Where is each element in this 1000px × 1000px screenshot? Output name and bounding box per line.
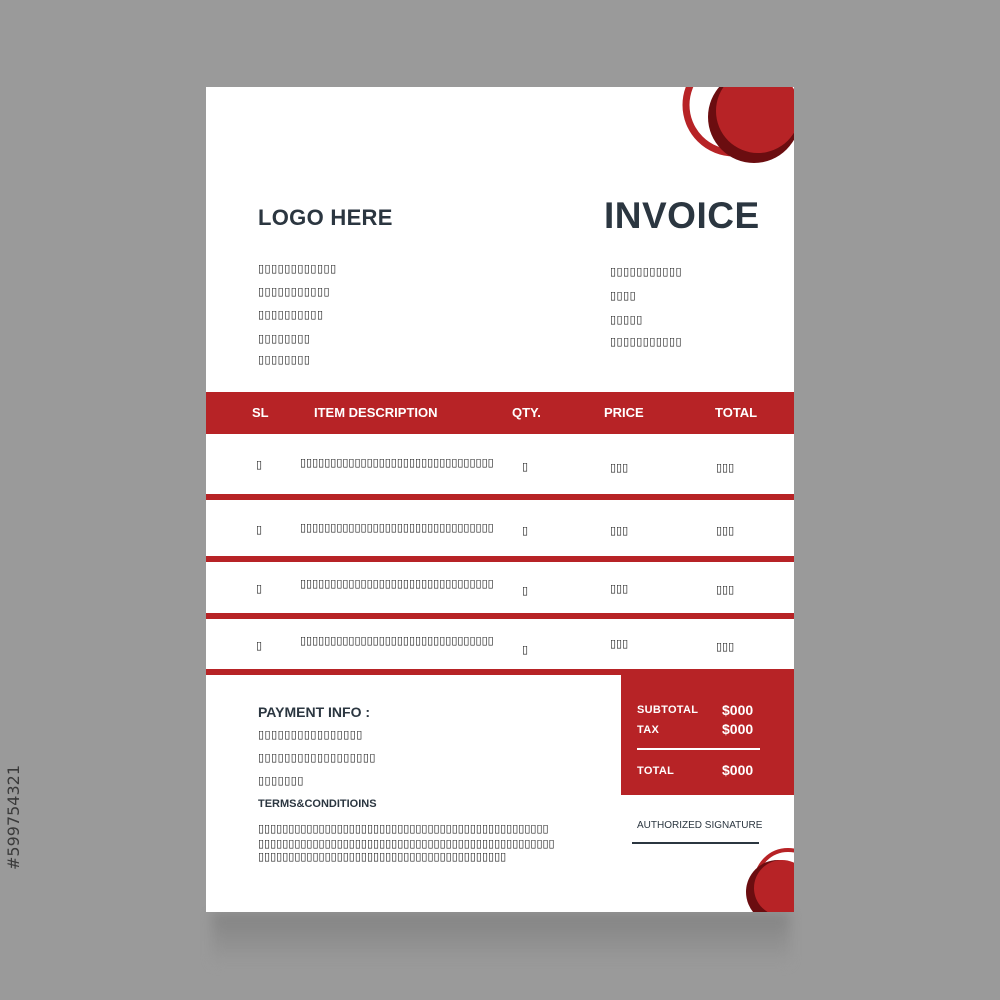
subtotal-value: $000 — [722, 702, 754, 718]
row-sl: ▯ — [256, 582, 263, 595]
authorized-signature-label: AUTHORIZED SIGNATURE — [637, 820, 763, 831]
row-separator — [206, 494, 794, 500]
row-price: ▯▯▯ — [610, 582, 629, 595]
tax-value: $000 — [722, 721, 754, 737]
row-description: ▯▯▯▯▯▯▯▯▯▯▯▯▯▯▯▯▯▯▯▯▯▯▯▯▯▯▯▯▯▯▯▯ — [300, 521, 494, 534]
row-total: ▯▯▯ — [716, 583, 735, 596]
row-total: ▯▯▯ — [716, 461, 735, 474]
payment-info-line: ▯▯▯▯▯▯▯▯▯▯▯▯▯▯▯▯▯▯ — [258, 751, 376, 764]
total-value: $000 — [722, 762, 754, 778]
sender-line: ▯▯▯▯▯▯▯▯▯▯ — [258, 308, 324, 321]
tax-label: TAX — [637, 724, 660, 736]
subtotal-label: SUBTOTAL — [637, 704, 699, 716]
total-label: TOTAL — [637, 765, 675, 777]
row-total: ▯▯▯ — [716, 640, 735, 653]
stock-id-label: #599754321 — [4, 764, 23, 870]
bottom-right-circles-decoration — [736, 842, 794, 912]
sender-line: ▯▯▯▯▯▯▯▯ — [258, 353, 311, 366]
row-qty: ▯ — [522, 524, 529, 537]
row-description: ▯▯▯▯▯▯▯▯▯▯▯▯▯▯▯▯▯▯▯▯▯▯▯▯▯▯▯▯▯▯▯▯ — [300, 456, 494, 469]
row-description: ▯▯▯▯▯▯▯▯▯▯▯▯▯▯▯▯▯▯▯▯▯▯▯▯▯▯▯▯▯▯▯▯ — [300, 634, 494, 647]
invoice-info-line: ▯▯▯▯▯▯▯▯▯▯▯ — [610, 335, 683, 348]
sender-line: ▯▯▯▯▯▯▯▯▯▯▯▯ — [258, 262, 337, 275]
row-qty: ▯ — [522, 584, 529, 597]
column-header-qty: QTY. — [512, 405, 541, 420]
totals-divider — [637, 748, 760, 750]
row-sl: ▯ — [256, 639, 263, 652]
invoice-info-line: ▯▯▯▯▯ — [610, 313, 643, 326]
column-header-description: ITEM DESCRIPTION — [314, 405, 438, 420]
invoice-info-line: ▯▯▯▯ — [610, 289, 637, 302]
row-description: ▯▯▯▯▯▯▯▯▯▯▯▯▯▯▯▯▯▯▯▯▯▯▯▯▯▯▯▯▯▯▯▯ — [300, 577, 494, 590]
row-price: ▯▯▯ — [610, 461, 629, 474]
payment-info-line: ▯▯▯▯▯▯▯ — [258, 774, 304, 787]
payment-info-line: ▯▯▯▯▯▯▯▯▯▯▯▯▯▯▯▯ — [258, 728, 363, 741]
row-qty: ▯ — [522, 460, 529, 473]
terms-line: ▯▯▯▯▯▯▯▯▯▯▯▯▯▯▯▯▯▯▯▯▯▯▯▯▯▯▯▯▯▯▯▯▯▯▯▯▯▯▯▯▯▯▯▯▯▯▯▯ — [258, 822, 549, 835]
terms-heading: TERMS&CONDITIOINS — [258, 798, 377, 810]
column-header-sl: SL — [252, 405, 269, 420]
sender-line: ▯▯▯▯▯▯▯▯▯▯▯ — [258, 285, 331, 298]
row-price: ▯▯▯ — [610, 637, 629, 650]
top-right-circles-decoration — [676, 87, 794, 177]
row-separator — [206, 613, 794, 619]
row-total: ▯▯▯ — [716, 524, 735, 537]
column-header-total: TOTAL — [715, 405, 758, 420]
sender-line: ▯▯▯▯▯▯▯▯ — [258, 332, 311, 345]
totals-box — [621, 673, 794, 795]
column-header-price: PRICE — [604, 405, 644, 420]
row-qty: ▯ — [522, 643, 529, 656]
terms-line: ▯▯▯▯▯▯▯▯▯▯▯▯▯▯▯▯▯▯▯▯▯▯▯▯▯▯▯▯▯▯▯▯▯▯▯▯▯▯▯▯▯▯▯▯▯▯▯▯▯ — [258, 837, 555, 850]
invoice-info-line: ▯▯▯▯▯▯▯▯▯▯▯ — [610, 265, 683, 278]
row-separator — [206, 556, 794, 562]
payment-info-heading: PAYMENT INFO : — [258, 704, 371, 720]
invoice-title: INVOICE — [604, 195, 760, 236]
terms-line: ▯▯▯▯▯▯▯▯▯▯▯▯▯▯▯▯▯▯▯▯▯▯▯▯▯▯▯▯▯▯▯▯▯▯▯▯▯▯▯▯▯ — [258, 850, 507, 863]
paper-shadow — [212, 912, 790, 964]
row-sl: ▯ — [256, 523, 263, 536]
table-header — [206, 392, 794, 434]
signature-line — [632, 842, 759, 844]
logo-placeholder: LOGO HERE — [258, 205, 393, 230]
row-price: ▯▯▯ — [610, 524, 629, 537]
row-sl: ▯ — [256, 458, 263, 471]
invoice-sheet — [206, 87, 794, 912]
